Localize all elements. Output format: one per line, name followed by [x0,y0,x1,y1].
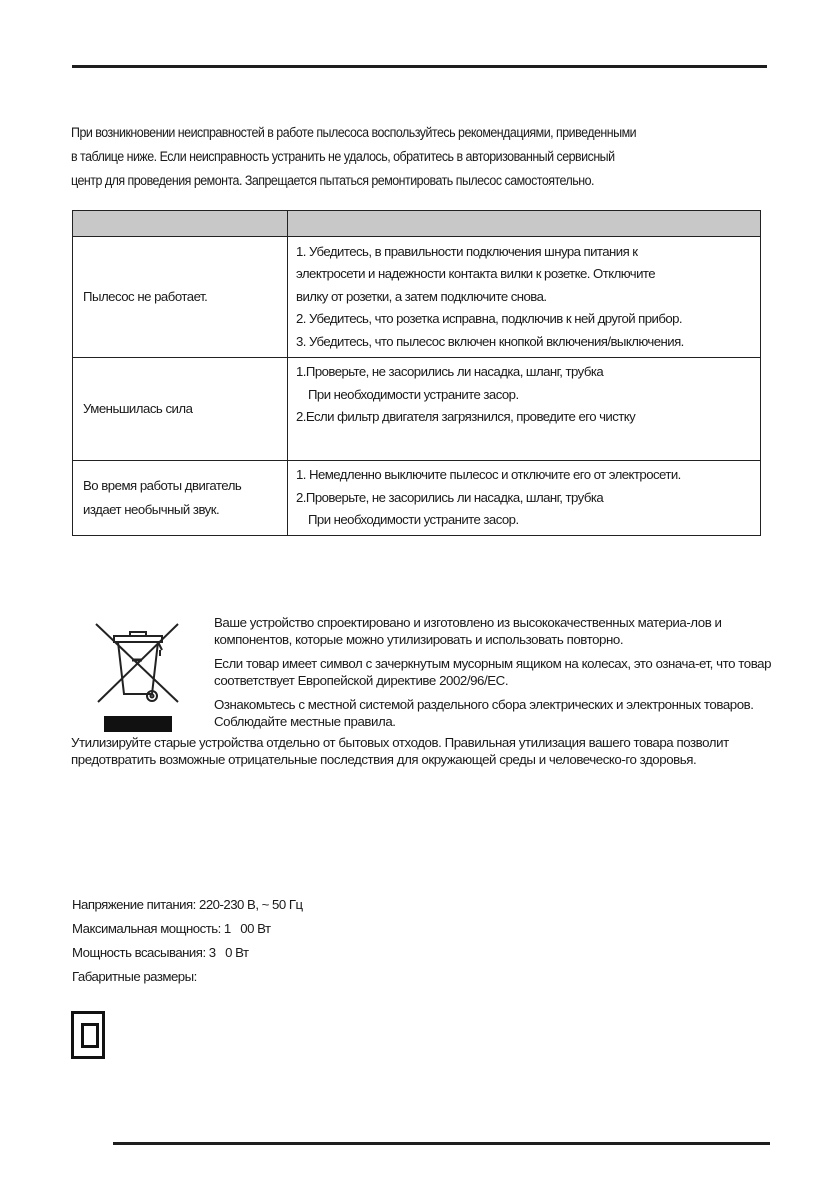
footer-rule [113,1142,770,1145]
intro-line: центр для проведения ремонта. Запрещается пытаться ремонтировать пылесос самостоятельно. [71,173,595,188]
solution-line: 1.Проверьте, не засорились ли насадка, шланг, трубка [296,364,604,379]
recycling-paragraph: Ваше устройство спроектировано и изготовлено из высококачественных материа-лов и компонентов, которые можно утилизировать и использовать повторно. [214,615,722,647]
table-header-row [73,211,761,237]
solution-line: При необходимости устраните засор. [308,512,519,528]
disposal-text: Утилизируйте старые устройства отдельно от бытовых отходов. Правильная утилизация вашего товара позволит предотвратить возможные отрицательные последствия для окружающей среды и человеческо-го здоровья. [71,735,729,767]
problem-cell [73,461,288,536]
double-insulation-inner-square [81,1023,99,1048]
spec-voltage: Напряжение питания: 220-230 В, ~ 50 Гц [72,897,303,912]
solution-line: 3. Убедитесь, что пылесос включен кнопкой включения/выключения. [296,333,684,349]
solution-line: вилку от розетки, а затем подключите снова. [296,288,547,304]
solution-line: 2.Проверьте, не засорились ли насадка, шланг, трубка [296,489,604,505]
solution-line: При необходимости устраните засор. [308,386,519,402]
problem-cell [73,358,288,461]
problem-text: издает необычный звук. [83,502,220,517]
solution-cell [288,358,761,461]
crossed-out-wheelie-bin-icon [94,620,186,740]
solution-line: электросети и надежности контакта вилки к розетке. Отключите [296,266,656,282]
intro-paragraph [71,121,722,193]
double-insulation-icon [71,1011,105,1059]
technical-specs [72,893,303,989]
problem-text: Во время работы двигатель [83,478,242,493]
recycling-paragraph: Ознакомьтесь с местной системой раздельного сбора электрических и электронных товаров. Соблюдайте местные правила. [214,697,754,729]
solution-line: 2.Если фильтр двигателя загрязнился, проведите его чистку [296,409,636,424]
header-problem [73,211,288,237]
table-row [73,461,761,536]
solution-cell [288,237,761,358]
recycling-info [214,614,774,737]
problem-text: Пылесос не работает. [83,289,208,304]
intro-line: в таблице ниже. Если неисправность устранить не удалось, обратитесь в авторизованный сервисный [71,149,615,164]
header-rule [72,65,767,68]
solution-cell [288,461,761,536]
spec-max-power: Максимальная мощность: 1 00 Вт [72,921,271,936]
spec-suction-power: Мощность всасывания: 3 0 Вт [72,945,249,960]
table-row [73,237,761,358]
intro-line: При возникновении неисправностей в работе пылесоса воспользуйтесь рекомендациями, приведенными [71,125,637,140]
solution-line: 1. Убедитесь, в правильности подключения шнура питания к [296,243,638,259]
table-row [73,358,761,461]
problem-cell [73,237,288,358]
problem-text: Уменьшилась сила [83,401,193,416]
spec-dimensions: Габаритные размеры: [72,969,197,984]
solution-line: 1. Немедленно выключите пылесос и отключите его от электросети. [296,467,681,483]
troubleshooting-table [72,210,761,536]
recycling-paragraph: Если товар имеет символ с зачеркнутым мусорным ящиком на колесах, это означа-ет, что товар соответствует Европейской директиве 2002/96/EC. [214,656,772,688]
solution-line: 2. Убедитесь, что розетка исправна, подключив к ней другой прибор. [296,311,683,327]
disposal-note [71,734,771,768]
header-solution [288,211,761,237]
